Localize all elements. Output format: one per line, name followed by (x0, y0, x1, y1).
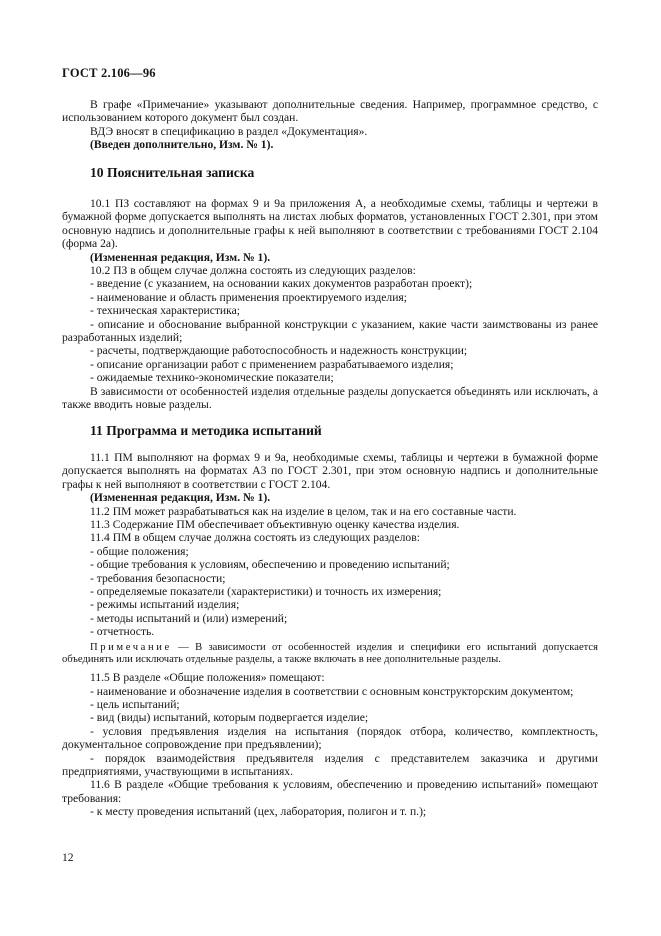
list-item: - общие требования к условиям, обеспечению и проведению испытаний; (90, 558, 450, 572)
list-item: - наименование и обозначение изделия в соответствии с основным конструкторским документом; (90, 684, 574, 698)
list-item: - отчетность. (90, 625, 155, 639)
list-item: - режимы испытаний изделия; (90, 598, 240, 612)
document-header: ГОСТ 2.106—96 (62, 66, 156, 80)
list-item: - описание организации работ с применением разрабатываемого изделия; (90, 357, 454, 371)
section-10-title: 10 Пояснительная записка (90, 165, 255, 180)
section-11-title: 11 Программа и методика испытаний (90, 423, 322, 438)
intro-block (62, 98, 598, 152)
section-10-heading-block (62, 166, 598, 179)
list-item: - цель испытаний; (90, 697, 180, 711)
paragraph: 11.1 ПМ выполняют на формах 9 и 9а, необходимые схемы, таблицы и чертежи в бумажной форме допускается выполнять на форматах А3 по ГОСТ 2.301, при этом основную надпись и дополнительные графы к ней выполняют в соответствии с ГОСТ 2.104. (62, 451, 598, 491)
paragraph: 10.2 ПЗ в общем случае должна состоять из следующих разделов: (90, 264, 416, 278)
paragraph: 11.6 В разделе «Общие требования к условиям, обеспечению и проведению испытаний» помещают требования: (62, 778, 598, 805)
paragraph: ВДЭ вносят в спецификацию в раздел «Документация». (90, 124, 368, 138)
list-item: - порядок взаимодействия предъявителя изделия с представителем заказчика и другими предприятиями, участвующими в испытаниях. (62, 751, 598, 778)
paragraph: 11.5 В разделе «Общие положения» помещают: (90, 671, 325, 685)
list-item: - введение (с указанием, на основании каких документов разработан проект); (90, 277, 473, 291)
list-item: - расчеты, подтверждающие работоспособность и надежность конструкции; (90, 344, 468, 358)
list-item: - методы испытаний и (или) измерений; (90, 611, 288, 625)
note (62, 642, 598, 666)
list-item: - описание и обоснование выбранной конструкции с указанием, какие части заимствованы из ранее разработанных изделий; (62, 317, 598, 345)
amendment-note: (Введен дополнительно, Изм. № 1). (90, 138, 274, 152)
list-item: - наименование и область применения проектируемого изделия; (90, 290, 407, 304)
list-item: - к месту проведения испытаний (цех, лаборатория, полигон и т. п.); (90, 805, 427, 819)
paragraph: В зависимости от особенностей изделия отдельные разделы допускается объединять или исключать, а также вводить новые разделы. (62, 384, 598, 412)
list-item: - общие положения; (90, 544, 189, 558)
list-item: - вид (виды) испытаний, которым подвергается изделие; (90, 711, 369, 725)
section-11-body (62, 451, 598, 819)
paragraph: 11.2 ПМ может разрабатываться как на изделие в целом, так и на его составные части. (90, 504, 517, 518)
paragraph: 11.4 ПМ в общем случае должна состоять из следующих разделов: (90, 531, 420, 545)
paragraph: 11.3 Содержание ПМ обеспечивает объективную оценку качества изделия. (90, 518, 460, 532)
note-label: Примечание (90, 641, 172, 653)
list-item: - требования безопасности; (90, 571, 226, 585)
paragraph: В графе «Примечание» указывают дополнительные сведения. Например, программное средство, с использованием которого документ был создан. (62, 98, 598, 125)
list-item: - условия предъявления изделия на испытания (порядок отбора, количество, комплектность, документальное сопровождение при предъявлении); (62, 724, 598, 752)
list-item: - техническая характеристика; (90, 304, 240, 318)
section-11-heading-block (62, 424, 598, 437)
amendment-note: (Измененная редакция, Изм. № 1). (90, 491, 271, 505)
page-number: 12 (62, 851, 74, 864)
amendment-note: (Измененная редакция, Изм. № 1). (90, 250, 271, 264)
list-item: - определяемые показатели (характеристики) и точность их измерения; (90, 585, 442, 599)
section-10-body (62, 197, 598, 412)
list-item: - ожидаемые технико-экономические показатели; (90, 371, 334, 385)
note-text: — В зависимости от особенностей изделия и специфики его испытаний допускается объединять или исключать отдельные разделы, а также включать в нее дополнительные разделы. (62, 641, 598, 665)
paragraph: 10.1 ПЗ составляют на формах 9 и 9а приложения А, а необходимые схемы, таблицы и чертежи в бумажной форме допускается выполнять на листах любых форматов, установленных ГОСТ 2.301, при этом основную надпись и дополнительные графы к ней выполняют в соответствии с требованиями ГОСТ 2.104 (форма 2а). (62, 197, 598, 251)
